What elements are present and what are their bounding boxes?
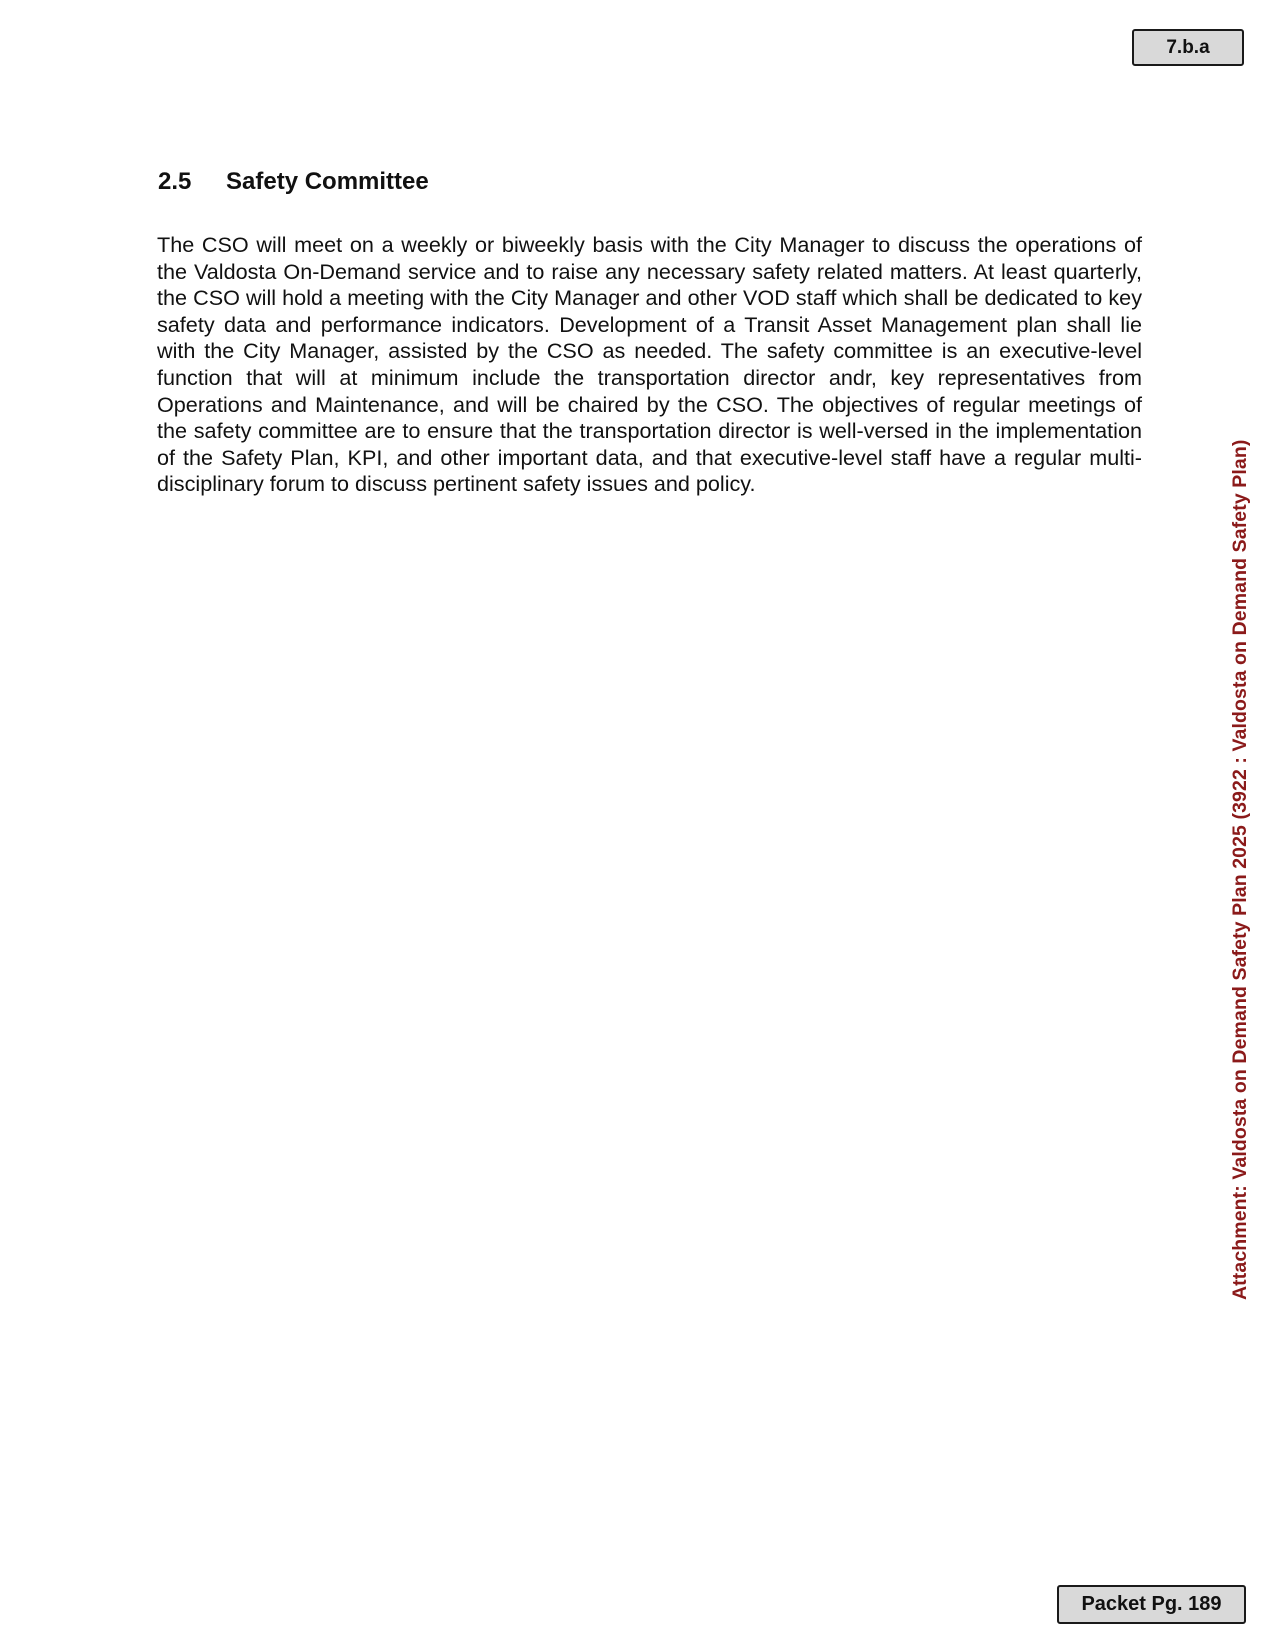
attachment-sidebar-label: Attachment: Valdosta on Demand Safety Plan 2025 (3922 : Valdosta on Demand Safety Plan)	[1229, 439, 1251, 1300]
section-heading	[158, 168, 429, 196]
packet-page-number: Packet Pg. 189	[1057, 1585, 1246, 1624]
section-number: 2.5	[158, 168, 192, 195]
section-paragraph: The CSO will meet on a weekly or biweekly basis with the City Manager to discuss the operations of the Valdosta On-Demand service and to raise any necessary safety related matters. At least quarterly, the CSO will hold a meeting with the City Manager and other VOD staff which shall be dedicated to key safety data and performance indicators. Development of a Transit Asset Management plan shall lie with the City Manager, assisted by the CSO as needed. The safety committee is an executive-level function that will at minimum include the transportation director andr, key representatives from Operations and Maintenance, and will be chaired by the CSO. The objectives of regular meetings of the safety committee are to ensure that the transportation director is well-versed in the implementation of the Safety Plan, KPI, and other important data, and that executive-level staff have a regular multi-disciplinary forum to discuss pertinent safety issues and policy.	[157, 232, 1142, 497]
agenda-item-tag: 7.b.a	[1132, 29, 1244, 66]
section-title: Safety Committee	[226, 168, 429, 195]
